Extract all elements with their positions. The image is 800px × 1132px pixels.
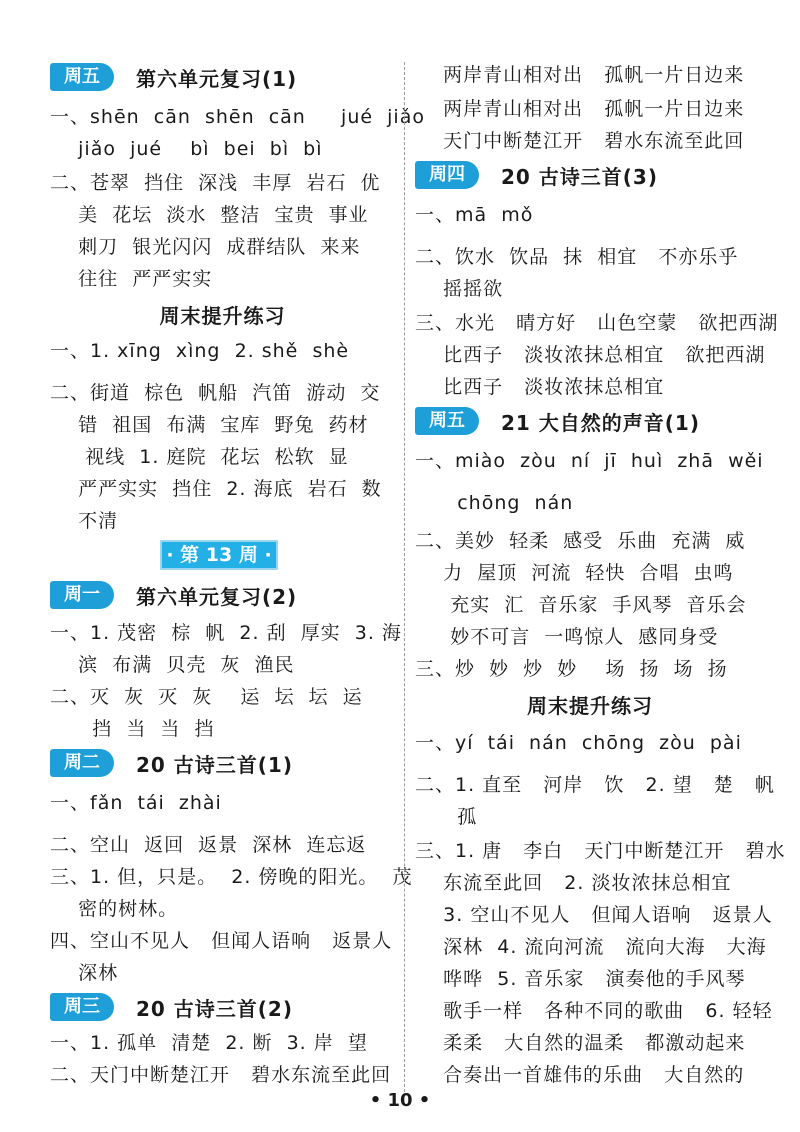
answer-line: 两岸青山相对出 孤帆一片日边来 (415, 64, 745, 86)
answer-line: jiǎo jué bì bei bì bì (50, 138, 323, 160)
answer-line: 二、空山 返回 返景 深林 连忘返 (50, 834, 367, 856)
day-tag: 周二 (50, 749, 114, 777)
answer-line: chōng nán (415, 492, 574, 514)
answer-line: 一、1. xīng xìng 2. shě shè (50, 340, 350, 362)
answer-line: 柔柔 大自然的温柔 都激动起来 (415, 1032, 746, 1054)
section-title: 21 大自然的声音(1) (501, 410, 700, 435)
section-title: 第六单元复习(2) (136, 584, 298, 609)
answer-line: 深林 (50, 962, 119, 984)
answer-line: 往往 严严实实 (50, 268, 213, 290)
answer-line: 合奏出一首雄伟的乐曲 大自然的 (415, 1064, 745, 1086)
answer-line: 哗哗 5. 音乐家 演奏他的手风琴 (415, 968, 746, 990)
answer-line: 刺刀 银光闪闪 成群结队 来来 (50, 236, 361, 258)
answer-line: 孤 (415, 806, 478, 828)
answer-line: 3. 空山不见人 但闻人语响 返景人 (415, 904, 773, 926)
answer-line: 天门中断楚江开 碧水东流至此回 (415, 130, 745, 152)
section-header (50, 748, 293, 778)
day-tag: 周一 (50, 581, 114, 609)
page-number: • 10 • (369, 1090, 431, 1111)
section-header (50, 992, 293, 1022)
answer-line: 二、美妙 轻柔 感受 乐曲 充满 威 (415, 530, 746, 552)
answer-line: 美 花坛 淡水 整洁 宝贵 事业 (50, 204, 369, 226)
answer-line: 四、空山不见人 但闻人语响 返景人 (50, 930, 393, 952)
column-divider (404, 62, 405, 1092)
weekend-practice-title: 周末提升练习 (159, 304, 286, 328)
day-tag: 周五 (50, 63, 114, 91)
answer-line: 两岸青山相对出 孤帆一片日边来 (415, 98, 745, 120)
answer-line: 密的树林。 (50, 898, 179, 920)
section-title: 20 古诗三首(1) (136, 752, 293, 777)
answer-line: 一、mā mǒ (415, 204, 534, 226)
answer-line: 挡 当 当 挡 (50, 718, 215, 740)
week-banner: · 第 13 周 · (160, 540, 278, 570)
section-header (50, 62, 297, 92)
answer-line: 视线 1. 庭院 花坛 松软 显 (50, 446, 349, 468)
answer-line: 二、饮水 饮品 抹 相宜 不亦乐乎 (415, 246, 739, 268)
answer-line: 二、1. 直至 河岸 饮 2. 望 楚 帆 (415, 774, 775, 796)
answer-line: 摇摇欲 (415, 278, 504, 300)
answer-line: 严严实实 挡住 2. 海底 岩石 数 (50, 478, 382, 500)
answer-line: 不清 (50, 510, 119, 532)
answer-line: 二、天门中断楚江开 碧水东流至此回 (50, 1064, 392, 1086)
section-title: 第六单元复习(1) (136, 66, 298, 91)
answer-line: 歌手一样 各种不同的歌曲 6. 轻轻 (415, 1000, 773, 1022)
answer-line: 二、苍翠 挡住 深浅 丰厚 岩石 优 (50, 172, 381, 194)
section-header (50, 580, 297, 610)
section-title: 20 古诗三首(3) (501, 164, 658, 189)
answer-line: 三、1. 唐 李白 天门中断楚江开 碧水 (415, 840, 786, 862)
answer-line: 一、fǎn tái zhài (50, 792, 222, 814)
section-header (415, 406, 700, 436)
section-title: 20 古诗三首(2) (136, 996, 293, 1021)
answer-line: 比西子 淡妆浓抹总相宜 欲把西湖 (415, 344, 766, 366)
day-tag: 周五 (415, 407, 479, 435)
answer-line: 一、shēn cān shēn cān jué jiǎo (50, 106, 425, 128)
answer-line: 二、灭 灰 灭 灰 运 坛 坛 运 (50, 686, 363, 708)
answer-line: 一、miào zòu ní jī huì zhā wěi (415, 450, 764, 472)
answer-line: 三、炒 妙 炒 妙 场 扬 场 扬 (415, 658, 728, 680)
answer-line: 三、水光 晴方好 山色空蒙 欲把西湖 (415, 312, 779, 334)
answer-line: 错 祖国 布满 宝库 野兔 药材 (50, 414, 369, 436)
answer-line: 一、yí tái nán chōng zòu pài (415, 732, 742, 754)
answer-line: 东流至此回 2. 淡妆浓抹总相宜 (415, 872, 732, 894)
day-tag: 周三 (50, 993, 114, 1021)
answer-line: 力 屋顶 河流 轻快 合唱 虫鸣 (415, 562, 734, 584)
answer-line: 一、1. 茂密 棕 帆 2. 刮 厚实 3. 海 (50, 622, 402, 644)
answer-line: 三、1. 但，只是。 2. 傍晚的阳光。 茂 (50, 866, 413, 888)
day-tag: 周四 (415, 161, 479, 189)
answer-line: 充实 汇 音乐家 手风琴 音乐会 (415, 594, 747, 616)
answer-line: 一、1. 孤单 清楚 2. 断 3. 岸 望 (50, 1032, 368, 1054)
answer-line: 比西子 淡妆浓抹总相宜 (415, 376, 665, 398)
answer-line: 滨 布满 贝壳 灰 渔民 (50, 654, 295, 676)
answer-line: 妙不可言 一鸣惊人 感同身受 (415, 626, 719, 648)
weekend-practice-title: 周末提升练习 (527, 694, 653, 718)
answer-line: 二、街道 棕色 帆船 汽笛 游动 交 (50, 382, 381, 404)
section-header (415, 160, 658, 190)
answer-line: 深林 4. 流向河流 流向大海 大海 (415, 936, 767, 958)
